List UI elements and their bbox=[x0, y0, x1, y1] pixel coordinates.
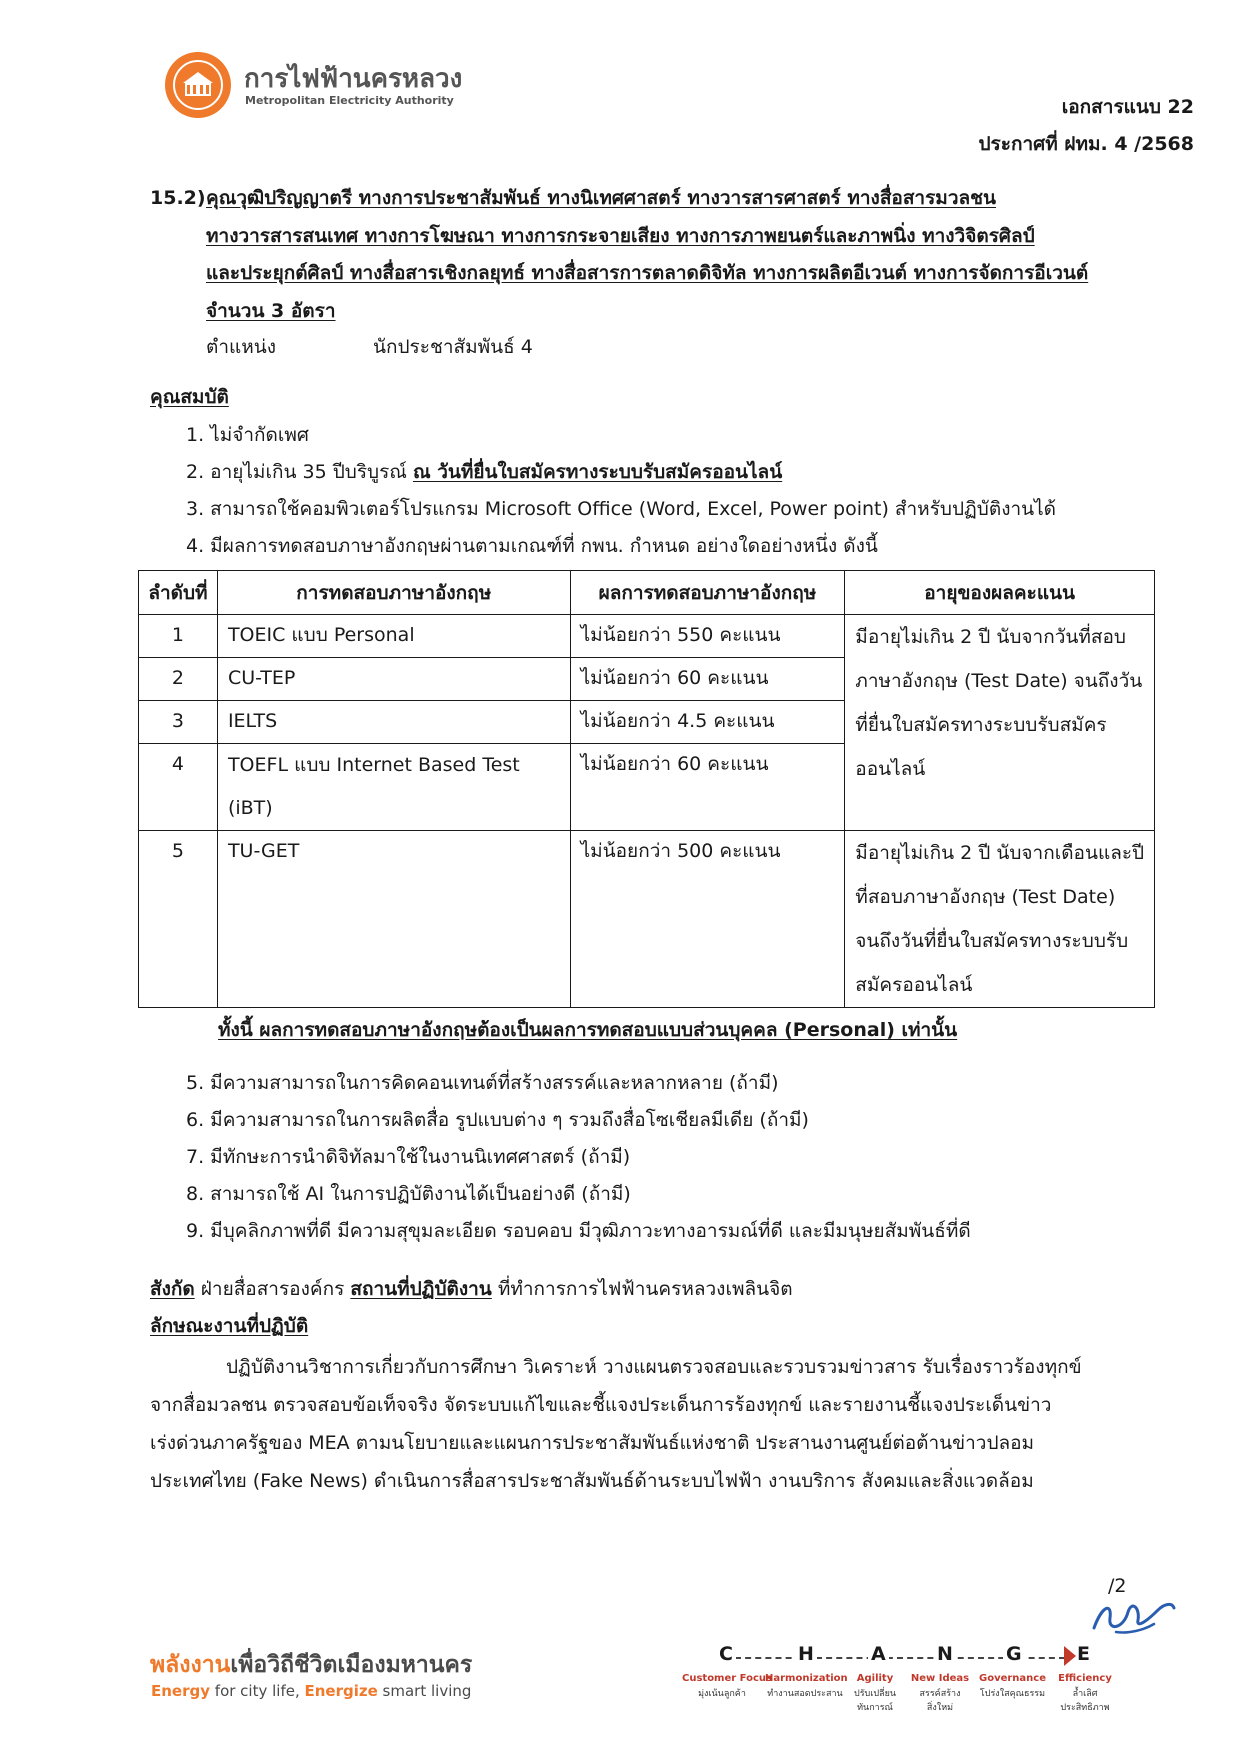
change-th-c: มุ่งเน้นลูกค้า bbox=[698, 1689, 746, 1699]
play-arrow-icon bbox=[1064, 1646, 1076, 1666]
row-test: TU-GET bbox=[217, 831, 570, 1008]
qualification-line-3: และประยุกต์ศิลป์ ทางสื่อสารเชิงกลยุทธ์ ทางสื่อสารการตลาดดิจิทัล ทางการผลิตอีเวนต์ ทางการจัดการอีเวนต์ bbox=[206, 262, 1089, 284]
change-en-a: Agility bbox=[856, 1673, 894, 1684]
row-score: ไม่น้อยกว่า 500 คะแนน bbox=[570, 831, 845, 1008]
row-no: 2 bbox=[139, 658, 218, 701]
job-description-line-4: ประเทศไทย (Fake News) ดำเนินการสื่อสารประชาสัมพันธ์ด้านระบบไฟฟ้า งานบริการ สังคมและสิ่งแวดล้อม bbox=[150, 1470, 1034, 1492]
change-en-n: New Ideas bbox=[910, 1673, 970, 1684]
footer-slogan-en-4: smart living bbox=[377, 1682, 472, 1700]
footer-slogan-th-rest: เพื่อวิถีชีวิตเมืองมหานคร bbox=[230, 1652, 473, 1678]
requirement-item-4: 4. มีผลการทดสอบภาษาอังกฤษผ่านตามเกณฑ์ที่ กพน. กำหนด อย่างใดอย่างหนึ่ง ดังนี้ bbox=[186, 535, 878, 557]
row-score: ไม่น้อยกว่า 550 คะแนน bbox=[570, 615, 845, 658]
table-row bbox=[139, 615, 1155, 658]
job-description-heading: ลักษณะงานที่ปฏิบัติ bbox=[150, 1315, 309, 1337]
change-th-h: ทำงานสอดประสาน bbox=[767, 1689, 843, 1699]
job-description-line-1: ปฏิบัติงานวิชาการเกี่ยวกับการศึกษา วิเคราะห์ วางแผนตรวจสอบและรวบรวมข่าวสาร รับเรื่องราวร้องทุกข์ bbox=[226, 1356, 1082, 1378]
table-header-row bbox=[139, 571, 1155, 615]
row-test: IELTS bbox=[217, 701, 570, 744]
change-th-e: ล้ำเลิศประสิทธิภาพ bbox=[1060, 1689, 1110, 1713]
affiliation-line bbox=[150, 1277, 793, 1302]
affiliation-value: ฝ่ายสื่อสารองค์กร bbox=[200, 1278, 345, 1300]
row-test: CU-TEP bbox=[217, 658, 570, 701]
change-en-h: Harmonization bbox=[765, 1673, 848, 1684]
requirement-item-9: 9. มีบุคลิกภาพที่ดี มีความสุขุมละเอียด รอบคอบ มีวุฒิภาวะทางอารมณ์ที่ดี และมีมนุษยสัมพันธ์ที่ดี bbox=[186, 1220, 971, 1242]
position-quota: จำนวน 3 อัตรา bbox=[206, 300, 336, 322]
requirements-heading: คุณสมบัติ bbox=[150, 386, 229, 408]
change-th-g: โปร่งใสคุณธรรม bbox=[979, 1689, 1046, 1699]
requirement-item-7: 7. มีทักษะการนำดิจิทัลมาใช้ในงานนิเทศศาสตร์ (ถ้ามี) bbox=[186, 1146, 631, 1168]
qualification-line-1: คุณวุฒิปริญญาตรี ทางการประชาสัมพันธ์ ทางนิเทศศาสตร์ ทางวารสารศาสตร์ ทางสื่อสารมวลชน bbox=[206, 187, 997, 209]
position-title-value: นักประชาสัมพันธ์ 4 bbox=[373, 336, 533, 358]
requirement-item-1: 1. ไม่จำกัดเพศ bbox=[186, 424, 309, 446]
org-name-th: การไฟฟ้านครหลวง bbox=[244, 64, 463, 94]
signature-icon bbox=[1088, 1588, 1178, 1638]
row-test: TOEIC แบบ Personal bbox=[217, 615, 570, 658]
header-score: ผลการทดสอบภาษาอังกฤษ bbox=[570, 571, 845, 615]
header-order: ลำดับที่ bbox=[139, 571, 218, 615]
workplace-value: ที่ทำการการไฟฟ้านครหลวงเพลินจิต bbox=[497, 1278, 793, 1300]
position-number: 15.2) bbox=[150, 187, 206, 209]
table-row bbox=[139, 831, 1155, 1008]
row-score: ไม่น้อยกว่า 60 คะแนน bbox=[570, 744, 845, 831]
footer-slogan-en-3: Energize bbox=[304, 1682, 378, 1700]
change-letter-h: H bbox=[795, 1643, 817, 1665]
requirement-item-8: 8. สามารถใช้ AI ในการปฏิบัติงานได้เป็นอย่างดี (ถ้ามี) bbox=[186, 1183, 631, 1205]
change-letter-a: A bbox=[868, 1643, 889, 1665]
change-th-n: สรรค์สร้างสิ่งใหม่ bbox=[919, 1689, 961, 1713]
next-page-marker: /2 bbox=[1108, 1575, 1127, 1597]
change-letter-e: E bbox=[1077, 1643, 1090, 1665]
requirement-item-3: 3. สามารถใช้คอมพิวเตอร์โปรแกรม Microsoft Office (Word, Excel, Power point) สำหรับปฏิบัติงานได้ bbox=[186, 498, 1057, 520]
qualification-line-2: ทางวารสารสนเทศ ทางการโฆษณา ทางการกระจายเสียง ทางการภาพยนตร์และภาพนิ่ง ทางวิจิตรศิลป์ bbox=[206, 225, 1035, 247]
footer-slogan-en-1: Energy bbox=[151, 1682, 211, 1700]
mea-logo-icon bbox=[165, 52, 231, 118]
row-test: TOEFL แบบ Internet Based Test (iBT) bbox=[217, 744, 570, 831]
row-no: 5 bbox=[139, 831, 218, 1008]
announcement-number: ประกาศที่ ฝทม. 4 /2568 bbox=[978, 133, 1194, 155]
row-no: 3 bbox=[139, 701, 218, 744]
position-title-label: ตำแหน่ง bbox=[206, 336, 277, 358]
header-test: การทดสอบภาษาอังกฤษ bbox=[217, 571, 570, 615]
change-en-e: Efficiency bbox=[1058, 1673, 1112, 1684]
change-letter-g: G bbox=[1003, 1643, 1025, 1665]
requirement-item-6: 6. มีความสามารถในการผลิตสื่อ รูปแบบต่าง ๆ รวมถึงสื่อโซเชียลมีเดีย (ถ้ามี) bbox=[186, 1109, 809, 1131]
footer-slogan-th-accent: พลังงาน bbox=[150, 1652, 231, 1678]
change-letter-c: C bbox=[716, 1643, 736, 1665]
affiliation-label: สังกัด bbox=[150, 1278, 195, 1300]
validity-row-5: มีอายุไม่เกิน 2 ปี นับจากเดือนและปีที่สอบภาษาอังกฤษ (Test Date) จนถึงวันที่ยื่นใบสมัครทางระบบรับสมัครออนไลน์ bbox=[845, 831, 1155, 1008]
org-name-en: Metropolitan Electricity Authority bbox=[245, 94, 454, 107]
table-note: ทั้งนี้ ผลการทดสอบภาษาอังกฤษต้องเป็นผลการทดสอบแบบส่วนบุคคล (Personal) เท่านั้น bbox=[218, 1019, 958, 1041]
job-description-line-2: จากสื่อมวลชน ตรวจสอบข้อเท็จจริง จัดระบบแก้ไขและชี้แจงประเด็นการร้องทุกข์ และรายงานชี้แจงประเด็นข่าว bbox=[150, 1394, 1052, 1416]
validity-rows-1-4: มีอายุไม่เกิน 2 ปี นับจากวันที่สอบภาษาอังกฤษ (Test Date) จนถึงวันที่ยื่นใบสมัครทางระบบรับสมัครออนไลน์ bbox=[845, 615, 1155, 831]
workplace-label: สถานที่ปฏิบัติงาน bbox=[350, 1278, 492, 1300]
job-description-line-3: เร่งด่วนภาครัฐของ MEA ตามนโยบายและแผนการประชาสัมพันธ์แห่งชาติ ประสานงานศูนย์ต่อต้านข่าวปลอม bbox=[150, 1432, 1035, 1454]
change-en-c: Customer Focus bbox=[682, 1673, 772, 1684]
row-score: ไม่น้อยกว่า 4.5 คะแนน bbox=[570, 701, 845, 744]
row-score: ไม่น้อยกว่า 60 คะแนน bbox=[570, 658, 845, 701]
row-no: 1 bbox=[139, 615, 218, 658]
requirement-item-2 bbox=[186, 460, 782, 485]
footer-slogan-en-2: for city life, bbox=[210, 1682, 305, 1700]
attachment-label: เอกสารแนบ 22 bbox=[1061, 96, 1194, 118]
header-validity: อายุของผลคะแนน bbox=[845, 571, 1155, 615]
requirement-item-5: 5. มีความสามารถในการคิดคอนเทนต์ที่สร้างสรรค์และหลากหลาย (ถ้ามี) bbox=[186, 1072, 779, 1094]
change-th-a: ปรับเปลี่ยนทันการณ์ bbox=[854, 1689, 896, 1713]
requirement-item-2-text: 2. อายุไม่เกิน 35 ปีบริบูรณ์ bbox=[186, 461, 413, 483]
change-en-g: Governance bbox=[978, 1673, 1046, 1684]
row-no: 4 bbox=[139, 744, 218, 831]
requirement-item-2-emphasis: ณ วันที่ยื่นใบสมัครทางระบบรับสมัครออนไลน์ bbox=[412, 461, 783, 483]
english-test-table bbox=[138, 570, 1155, 1008]
change-letter-n: N bbox=[934, 1643, 956, 1665]
footer-slogan-th bbox=[150, 1647, 472, 1683]
footer-slogan-en bbox=[151, 1682, 471, 1700]
